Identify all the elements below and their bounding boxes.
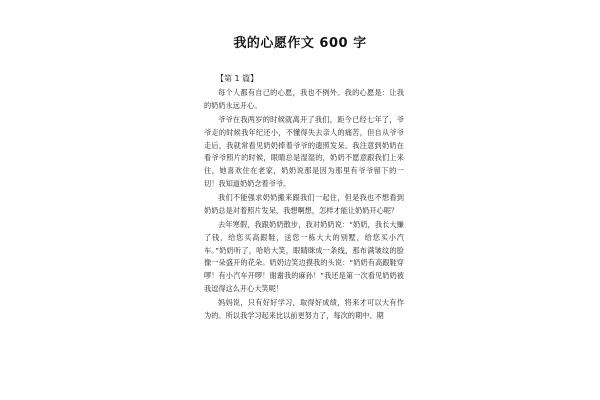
- paragraph: 去年寒假，我跟奶奶散步，我对奶奶说：“奶奶，我长大赚了钱，给您买高跟鞋，送您一栋大大的别墅，给您买小汽车。”奶奶听了，哈哈大笑，眼睛眯成一条线，那布满皱纹的脸像一朵盛开的花朵。奶奶边笑边摸我的头说：“奶奶有高跟鞋穿啰！有小汽车开啰！谢谢我的麻孙！”我还是第一次看见奶奶被我逗得这么开心大笑呢！: [204, 219, 404, 294]
- document-body: [204, 87, 404, 324]
- paragraph: 我们不能强求奶奶搬来跟我们一起住，但是我也不想看到奶奶总是对着照片发呆，我想啊想，怎样才能让奶奶开心呢？: [204, 193, 404, 215]
- document-title: 我的心愿作文 600 字: [233, 36, 367, 51]
- paragraph: 每个人都有自己的心愿，我也不例外。我的心愿是：让我的奶奶永远开心。: [204, 88, 404, 110]
- paragraph: 妈妈说，只有好好学习，取得好成绩，将来才可以大有作为的。所以我学习起来比以前更努力了，每次的期中、期: [204, 298, 404, 320]
- paragraph: 爷爷在我两岁的时候就离开了我们，距今已经七年了，爷爷走的时候我年纪还小，不懂得失去亲人的痛苦，但自从爷爷走后，我就常看见奶奶捧着爷爷的遗照发呆。我注意到奶奶在看爷爷照片的时候，眼睛总是湿湿的，奶奶不愿意跟我们上来住，她喜欢住在老家，奶奶说那是因为那里有爷爷留下的一切！我知道奶奶念着爷爷。: [204, 114, 404, 189]
- section-heading: 【第 1 篇】: [216, 74, 259, 83]
